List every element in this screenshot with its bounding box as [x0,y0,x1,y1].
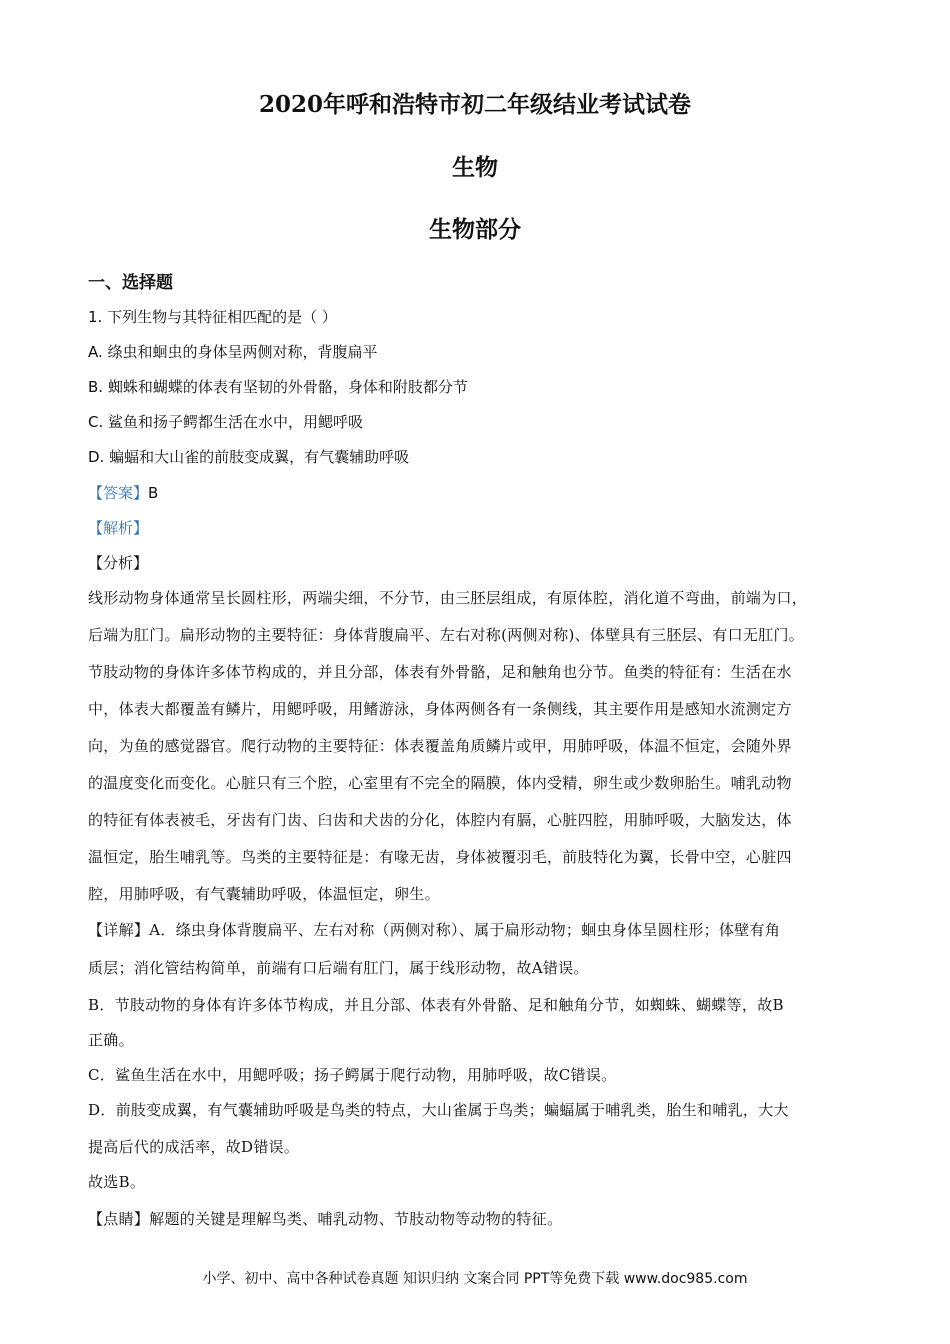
analysis-line: 向，为鱼的感觉器官。爬行动物的主要特征：体表覆盖角质鳞片或甲，用肺呼吸，体温不恒定，会随外界 [88,737,792,755]
option-a: A. 绦虫和蛔虫的身体呈两侧对称，背腹扁平 [88,343,378,361]
answer-line [88,482,158,503]
fenxi-tag: 【分析】 [88,554,149,572]
option-b: B. 蜘蛛和蝴蝶的体表有坚韧的外骨骼，身体和附肢都分节 [88,378,468,396]
detail-line: C．鲨鱼生活在水中，用鳃呼吸；扬子鳄属于爬行动物，用肺呼吸，故C错误。 [88,1066,617,1084]
detail-line: D．前肢变成翼，有气囊辅助呼吸是鸟类的特点，大山雀属于鸟类；蝙蝠属于哺乳类，胎生和哺乳，大大 [88,1101,789,1119]
analysis-line: 的特征有体表被毛，牙齿有门齿、臼齿和犬齿的分化，体腔内有膈，心脏四腔，用肺呼吸，大脑发达，体 [88,811,792,829]
question-stem: 1. 下列生物与其特征相匹配的是（ ） [88,308,337,326]
answer-tag: 【答案】 [88,484,149,502]
detail-line: 提高后代的成活率，故D错误。 [88,1138,300,1156]
section-heading: 一、选择题 [88,273,173,293]
exam-title: 2020年呼和浩特市初二年级结业考试试卷 [258,91,691,118]
part-title: 生物部分 [429,216,521,243]
analysis-line: 中，体表大都覆盖有鳞片，用鳃呼吸，用鳍游泳，身体两侧各有一条侧线，其主要作用是感知水流测定方 [88,700,792,718]
detail-line: 【详解】A．绦虫身体背腹扁平、左右对称（两侧对称）、属于扁形动物；蛔虫身体呈圆柱形；体壁有角 [88,921,781,939]
detail-line: 质层；消化管结构简单，前端有口后端有肛门，属于线形动物，故A错误。 [88,959,589,977]
footer-text: 小学、初中、高中各种试卷真题 知识归纳 文案合同 PPT等免费下载 www.doc985.com [202,1271,748,1287]
analysis-line: 的温度变化而变化。心脏只有三个腔，心室里有不完全的隔膜，体内受精，卵生或少数卵胎生。哺乳动物 [88,774,792,792]
option-c: C. 鲨鱼和扬子鳄都生活在水中，用鳃呼吸 [88,413,364,431]
analysis-line: 腔，用肺呼吸，有气囊辅助呼吸，体温恒定，卵生。 [88,885,440,903]
subject-title: 生物 [452,154,498,181]
analysis-line: 后端为肛门。扁形动物的主要特征：身体背腹扁平、左右对称(两侧对称)、体壁具有三胚层、有口无肛门。 [88,626,805,644]
analysis-line: 节肢动物的身体许多体节构成的，并且分部，体表有外骨骼，足和触角也分节。鱼类的特征有：生活在水 [88,663,792,681]
analysis-line: 温恒定，胎生哺乳等。鸟类的主要特征是：有喙无齿，身体被覆羽毛，前肢特化为翼，长骨中空，心脏四 [88,848,792,866]
option-d: D. 蝙蝠和大山雀的前肢变成翼，有气囊辅助呼吸 [88,448,410,466]
analysis-line: 线形动物身体通常呈长圆柱形，两端尖细，不分节，由三胚层组成，有原体腔，消化道不弯曲，前端为口， [88,589,808,607]
answer-value: B [148,484,159,502]
detail-line: 正确。 [88,1031,134,1049]
analysis-tag: 【解析】 [88,519,149,537]
detail-line: 【点睛】解题的关键是理解鸟类、哺乳动物、节肢动物等动物的特征。 [88,1210,563,1228]
detail-line: 故选B。 [88,1173,146,1191]
detail-line: B．节肢动物的身体有许多体节构成，并且分部、体表有外骨骼、足和触角分节，如蜘蛛、蝴蝶等，故B [88,996,784,1014]
